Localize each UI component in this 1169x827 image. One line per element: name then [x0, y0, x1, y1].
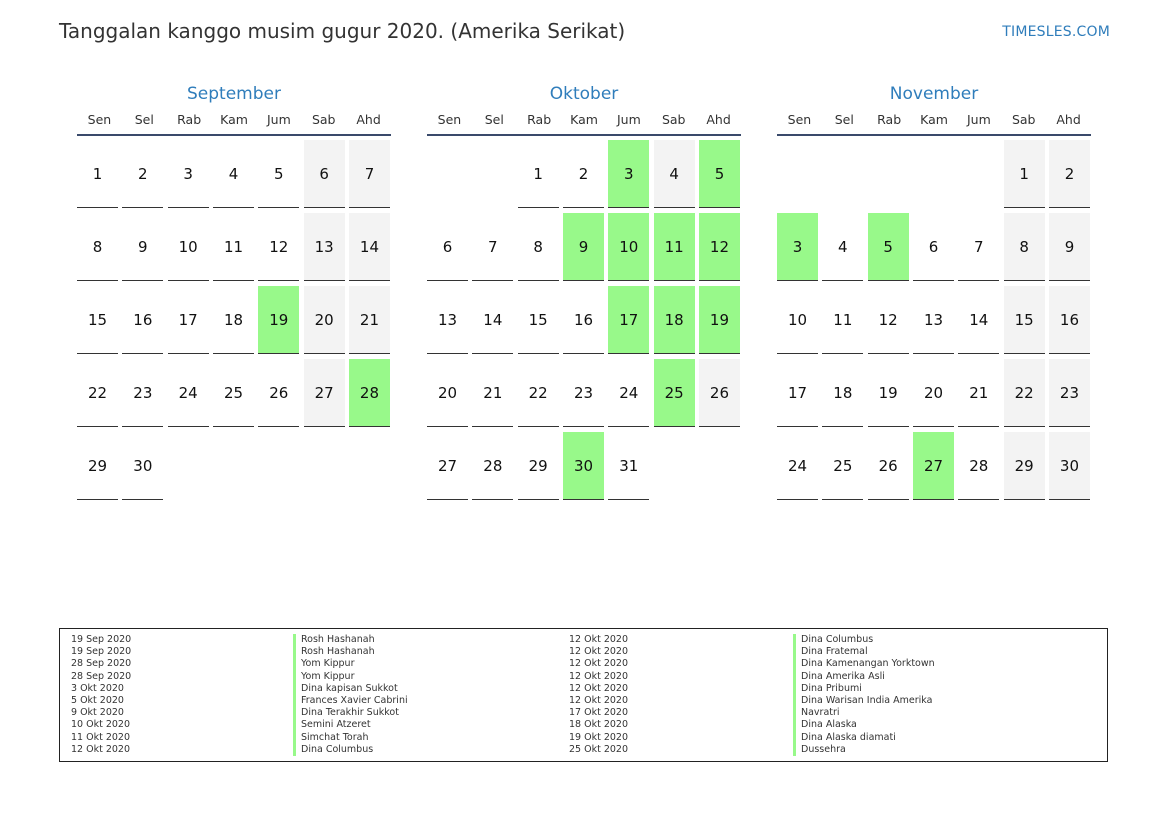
day-cell: 20 — [427, 359, 468, 427]
day-cell: 20 — [913, 359, 954, 427]
day-cell: 5 — [868, 213, 909, 281]
weekday-label: Rab — [177, 112, 202, 127]
weekday-label: Ahd — [706, 112, 731, 127]
holiday-legend — [59, 628, 1108, 762]
day-cell: 15 — [77, 286, 118, 354]
day-cell: 16 — [563, 286, 604, 354]
weekday-label: Jum — [616, 112, 641, 127]
day-cell: 19 — [868, 359, 909, 427]
day-cell: 17 — [777, 359, 818, 427]
day-cell: 27 — [304, 359, 345, 427]
day-cell: 24 — [168, 359, 209, 427]
day-cell: 3 — [777, 213, 818, 281]
legend-date: 11 Okt 2020 — [71, 731, 131, 743]
weekday-label: Ahd — [1056, 112, 1081, 127]
day-cell: 17 — [168, 286, 209, 354]
day-cell: 23 — [563, 359, 604, 427]
day-cell: 23 — [1049, 359, 1090, 427]
legend-holiday-name: Dina Pribumi — [793, 683, 935, 695]
weekday-label: Rab — [877, 112, 902, 127]
legend-names-1 — [293, 634, 408, 756]
day-cell: 12 — [868, 286, 909, 354]
legend-holiday-name: Rosh Hashanah — [293, 646, 408, 658]
day-cell: 2 — [122, 140, 163, 208]
legend-date: 10 Okt 2020 — [71, 719, 131, 731]
day-cell: 10 — [168, 213, 209, 281]
day-cell: 4 — [822, 213, 863, 281]
legend-date: 12 Okt 2020 — [569, 646, 629, 658]
day-cell: 13 — [304, 213, 345, 281]
day-cell: 22 — [1004, 359, 1045, 427]
legend-names-2 — [793, 634, 935, 756]
day-cell: 4 — [213, 140, 254, 208]
weekday-header — [777, 112, 1091, 136]
day-cell: 9 — [563, 213, 604, 281]
day-cell: 8 — [77, 213, 118, 281]
day-cell: 27 — [427, 432, 468, 500]
weekday-label: Sen — [437, 112, 462, 127]
day-cell: 28 — [349, 359, 390, 427]
day-cell: 30 — [1049, 432, 1090, 500]
weekday-label: Jum — [966, 112, 991, 127]
day-cell: 14 — [349, 213, 390, 281]
legend-holiday-name: Simchat Torah — [293, 732, 408, 744]
day-cell: 15 — [518, 286, 559, 354]
day-cell: 25 — [654, 359, 695, 427]
weekday-label: Sel — [484, 112, 504, 127]
day-cell: 7 — [349, 140, 390, 208]
day-cell: 18 — [822, 359, 863, 427]
weekday-label: Sab — [311, 112, 336, 127]
legend-holiday-name: Rosh Hashanah — [293, 634, 408, 646]
legend-holiday-name: Dina Alaska — [793, 719, 935, 731]
day-cell: 7 — [472, 213, 513, 281]
month-september — [77, 84, 391, 475]
legend-holiday-name: Dina Warisan India Amerika — [793, 695, 935, 707]
day-cell: 1 — [518, 140, 559, 208]
weekday-label: Rab — [527, 112, 552, 127]
day-cell: 21 — [472, 359, 513, 427]
weekday-label: Sab — [1011, 112, 1036, 127]
day-cell: 11 — [822, 286, 863, 354]
legend-date: 28 Sep 2020 — [71, 658, 132, 670]
legend-date: 12 Okt 2020 — [569, 670, 629, 682]
day-cell: 30 — [122, 432, 163, 500]
legend-holiday-name: Dina Terakhir Sukkot — [293, 707, 408, 719]
day-cell: 1 — [1004, 140, 1045, 208]
day-cell: 11 — [654, 213, 695, 281]
day-cell: 6 — [913, 213, 954, 281]
weekday-label: Sel — [834, 112, 854, 127]
weekday-label: Ahd — [356, 112, 381, 127]
day-cell: 27 — [913, 432, 954, 500]
day-cell: 18 — [654, 286, 695, 354]
weekday-label: Sen — [87, 112, 112, 127]
legend-date: 3 Okt 2020 — [71, 682, 124, 694]
month-name: November — [889, 84, 979, 104]
day-cell: 29 — [77, 432, 118, 500]
day-cell: 22 — [77, 359, 118, 427]
weekday-label: Sen — [787, 112, 812, 127]
day-cell: 29 — [1004, 432, 1045, 500]
legend-holiday-name: Yom Kippur — [293, 671, 408, 683]
day-cell: 12 — [699, 213, 740, 281]
legend-date: 5 Okt 2020 — [71, 695, 124, 707]
month-oktober — [427, 84, 741, 475]
day-cell: 21 — [958, 359, 999, 427]
legend-date: 9 Okt 2020 — [71, 707, 124, 719]
day-cell: 6 — [427, 213, 468, 281]
day-cell: 24 — [777, 432, 818, 500]
legend-date: 28 Sep 2020 — [71, 670, 132, 682]
day-cell: 26 — [699, 359, 740, 427]
weekday-label: Kam — [570, 112, 598, 127]
day-cell: 9 — [122, 213, 163, 281]
day-cell: 11 — [213, 213, 254, 281]
day-cell: 10 — [608, 213, 649, 281]
day-cell: 30 — [563, 432, 604, 500]
day-cell: 15 — [1004, 286, 1045, 354]
day-cell: 13 — [427, 286, 468, 354]
legend-date: 18 Okt 2020 — [569, 719, 629, 731]
day-cell: 8 — [518, 213, 559, 281]
weekday-label: Sab — [661, 112, 686, 127]
month-name: Oktober — [549, 84, 619, 104]
legend-holiday-name: Frances Xavier Cabrini — [293, 695, 408, 707]
day-cell: 22 — [518, 359, 559, 427]
day-cell: 24 — [608, 359, 649, 427]
month-name: September — [187, 84, 281, 104]
day-cell: 4 — [654, 140, 695, 208]
day-cell: 6 — [304, 140, 345, 208]
day-cell: 2 — [563, 140, 604, 208]
day-cell: 25 — [822, 432, 863, 500]
day-cell: 14 — [472, 286, 513, 354]
legend-date: 12 Okt 2020 — [71, 743, 131, 755]
weekday-label: Jum — [266, 112, 291, 127]
legend-holiday-name: Dina Kamenangan Yorktown — [793, 658, 935, 670]
day-cell: 19 — [699, 286, 740, 354]
legend-date: 25 Okt 2020 — [569, 743, 629, 755]
day-cell: 9 — [1049, 213, 1090, 281]
day-cell: 3 — [168, 140, 209, 208]
legend-date: 19 Sep 2020 — [71, 634, 132, 645]
weekday-label: Kam — [220, 112, 248, 127]
day-cell: 5 — [258, 140, 299, 208]
day-cell: 16 — [122, 286, 163, 354]
legend-date: 12 Okt 2020 — [569, 658, 629, 670]
day-cell: 12 — [258, 213, 299, 281]
day-cell: 3 — [608, 140, 649, 208]
legend-holiday-name: Dina kapisan Sukkot — [293, 683, 408, 695]
page-title: Tanggalan kanggo musim gugur 2020. (Amerika Serikat) — [59, 19, 626, 43]
legend-date: 12 Okt 2020 — [569, 695, 629, 707]
day-cell: 13 — [913, 286, 954, 354]
brand-link[interactable]: TIMESLES.COM — [1002, 24, 1110, 40]
day-cell: 10 — [777, 286, 818, 354]
month-november — [777, 84, 1091, 475]
weekday-header — [77, 112, 391, 136]
day-cell: 5 — [699, 140, 740, 208]
legend-dates-1 — [71, 634, 131, 756]
weekday-header — [427, 112, 741, 136]
day-cell: 29 — [518, 432, 559, 500]
day-cell: 19 — [258, 286, 299, 354]
day-cell: 16 — [1049, 286, 1090, 354]
legend-holiday-name: Navratri — [793, 707, 935, 719]
day-cell: 26 — [258, 359, 299, 427]
legend-holiday-name: Dina Alaska diamati — [793, 732, 935, 744]
day-cell: 2 — [1049, 140, 1090, 208]
legend-holiday-name: Dina Columbus — [793, 634, 935, 646]
legend-holiday-name: Dina Columbus — [293, 744, 408, 756]
weekday-label: Sel — [134, 112, 154, 127]
legend-holiday-name: Yom Kippur — [293, 658, 408, 670]
day-cell: 8 — [1004, 213, 1045, 281]
legend-holiday-name: Dina Fratemal — [793, 646, 935, 658]
day-cell: 28 — [958, 432, 999, 500]
legend-date: 19 Sep 2020 — [71, 646, 132, 658]
day-cell: 18 — [213, 286, 254, 354]
legend-date: 12 Okt 2020 — [569, 634, 629, 645]
day-cell: 1 — [77, 140, 118, 208]
legend-holiday-name: Dussehra — [793, 744, 935, 756]
day-cell: 20 — [304, 286, 345, 354]
legend-holiday-name: Dina Amerika Asli — [793, 671, 935, 683]
day-cell: 31 — [608, 432, 649, 500]
legend-date: 19 Okt 2020 — [569, 731, 629, 743]
day-cell: 25 — [213, 359, 254, 427]
day-cell: 26 — [868, 432, 909, 500]
day-cell: 21 — [349, 286, 390, 354]
legend-date: 12 Okt 2020 — [569, 682, 629, 694]
day-cell: 14 — [958, 286, 999, 354]
legend-date: 17 Okt 2020 — [569, 707, 629, 719]
legend-holiday-name: Semini Atzeret — [293, 719, 408, 731]
day-cell: 7 — [958, 213, 999, 281]
day-cell: 28 — [472, 432, 513, 500]
weekday-label: Kam — [920, 112, 948, 127]
day-cell: 17 — [608, 286, 649, 354]
day-cell: 23 — [122, 359, 163, 427]
legend-dates-2 — [569, 634, 628, 756]
